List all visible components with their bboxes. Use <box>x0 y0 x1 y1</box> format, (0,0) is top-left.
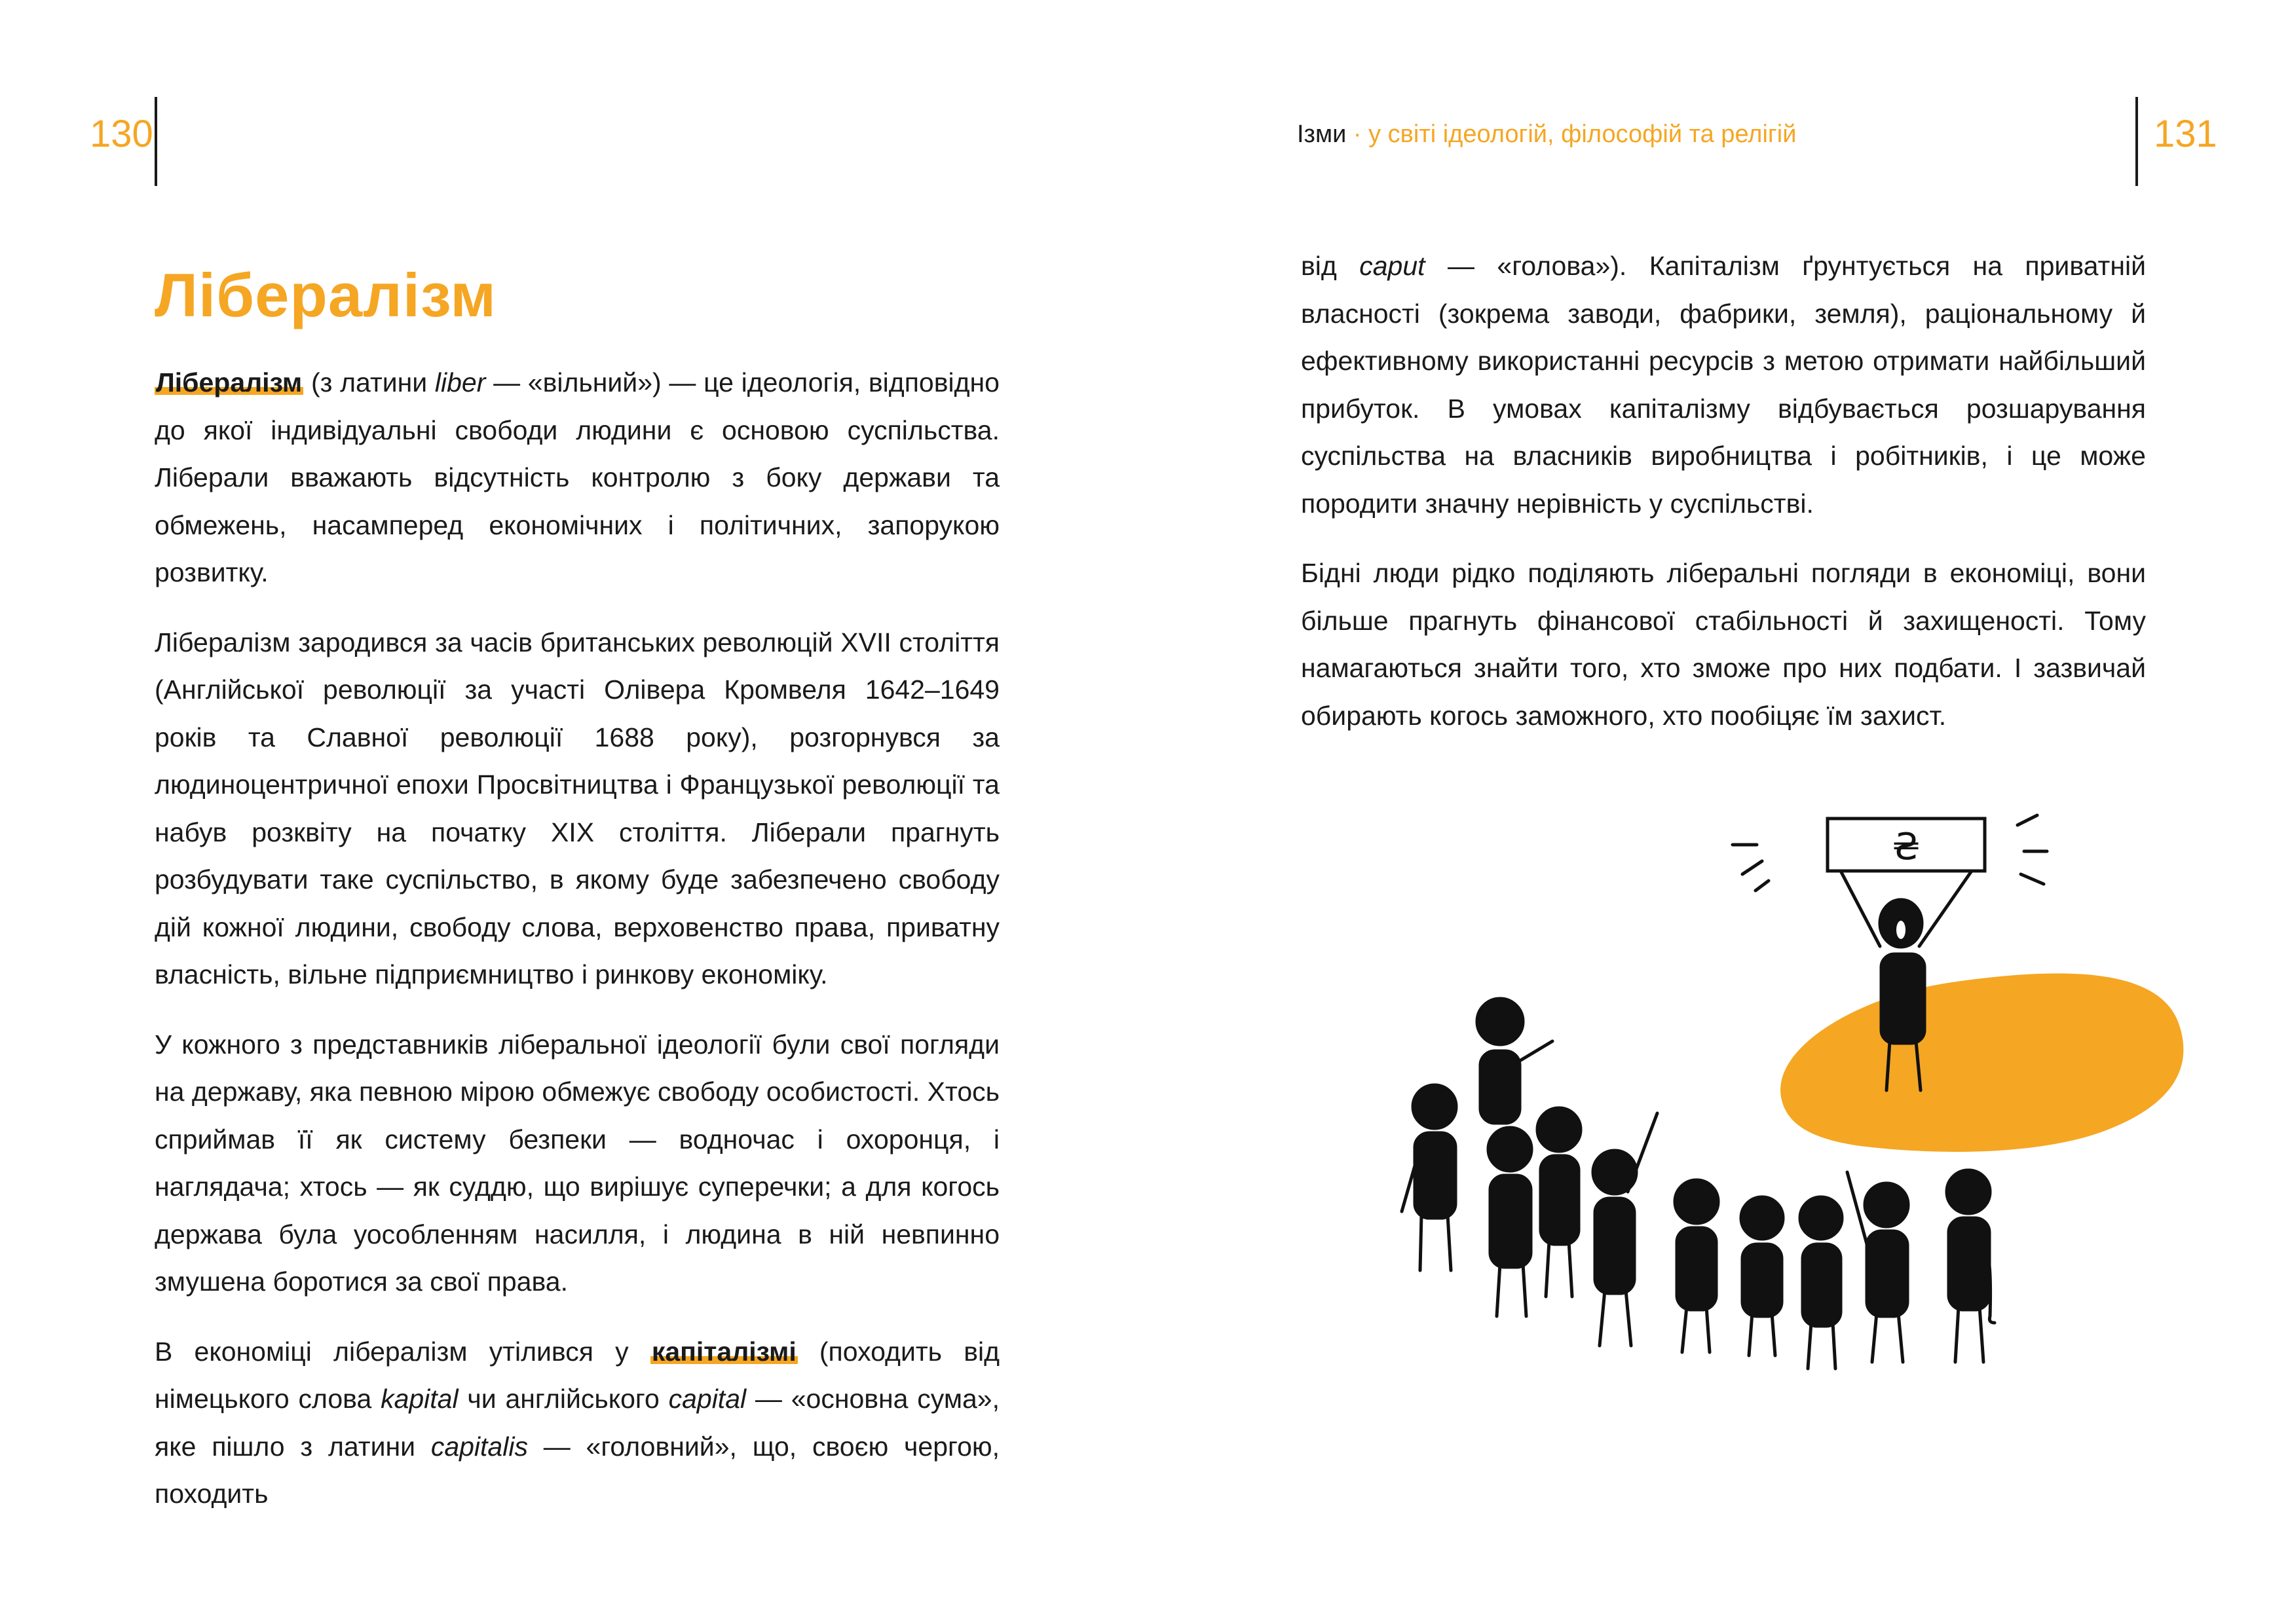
paragraph-definition <box>155 359 1000 597</box>
paragraph-capitalism <box>1301 242 2146 527</box>
crowd-person <box>1477 999 1552 1123</box>
hryvnia-sign: ₴ <box>1892 826 1921 868</box>
german-word: kapital <box>381 1384 459 1414</box>
text-run: — «вільний») — це ідеологія, відповідно до якої індивідуальні свободи людини є основою суспільства. Ліберали вважають відсутність контролю з боку держави та обмежень, насамперед економічних і політичних, запорукою розвитку. <box>155 367 1000 587</box>
chapter-title: Лібералізм <box>155 261 497 329</box>
english-word: capital <box>668 1384 747 1414</box>
text-run: — «голова»). Капіталізм ґрунтується на приватній власності (зокрема заводи, фабрики, земля), раціональному й ефективному використанні ресурсів з метою отримати найбільший прибуток. В умовах капіталізму відбувається розшарування суспільства на власників виробництва і робітників, і це може породити значну нерівність у суспільстві. <box>1301 251 2146 519</box>
text-run: (з латини <box>303 367 435 397</box>
crowd-person <box>1847 1172 1908 1362</box>
crowd-person <box>1800 1197 1842 1369</box>
paragraph-economy <box>155 1328 1000 1518</box>
paragraph-poor-people: Бідні люди рідко поділяють ліберальні погляди в економіці, вони більше прагнуть фінансової стабільності й захищеності. Тому намагаються знайти того, хто зможе про них подбати. І зазвичай обирають когось заможного, хто пообіцяє їм захист. <box>1301 558 2146 731</box>
text-run: (походить від німецького слова <box>155 1336 1000 1414</box>
right-column <box>1301 242 2146 762</box>
text-run: — «основна сума», яке пішло з латини <box>155 1384 1000 1462</box>
text-run: чи англійського <box>458 1384 669 1414</box>
page-number-right: 131 <box>2154 113 2217 155</box>
text-run: — «головний», що, своєю чергою, походить <box>155 1431 1000 1509</box>
stage-blob <box>1780 973 2183 1152</box>
term-capitalism: капіталізмі <box>651 1336 797 1367</box>
running-header-book: Ізми <box>1297 120 1347 148</box>
crowd-person <box>1402 1085 1456 1270</box>
page-number-divider-right <box>2135 97 2138 186</box>
running-header <box>1297 122 1796 147</box>
crowd-person <box>1488 1128 1531 1316</box>
page-number-divider-left <box>155 97 157 186</box>
latin-word: capitalis <box>430 1431 528 1462</box>
running-header-subtitle: у світі ідеологій, філософій та релігій <box>1368 120 1797 148</box>
left-column <box>155 359 1000 1540</box>
running-header-separator: · <box>1346 120 1369 148</box>
latin-word: caput <box>1359 251 1425 281</box>
paragraph-history: Лібералізм зародився за часів британських революцій XVII століття (Англійської революції за участі Олівера Кромвеля 1642–1649 років та Славної революції 1688 року), розгорнувся за людиноцентричної епохи Просвітництва і Французької революції та набув розквіту на початку XIX століття. Ліберали прагнуть розбудувати таке суспільство, в якому буде забезпечено свободу дій кожної людини, свободу слова, верховенство права, приватну власність, вільне підприємництво і ринкову економіку. <box>155 627 1000 989</box>
page-number-left: 130 <box>90 113 153 155</box>
crowd-illustration <box>1362 799 2188 1401</box>
text-run: від <box>1301 251 1360 281</box>
crowd-person <box>1741 1197 1783 1356</box>
text-run: В економіці лібералізм утілився у <box>155 1336 650 1367</box>
crowd-person <box>1593 1113 1657 1346</box>
latin-word: liber <box>434 367 486 397</box>
paragraph-views-on-state: У кожного з представників ліберальної ідеології були свої погляди на державу, яка певною мірою обмежує свободу особистості. Хтось сприймав її як систему безпеки — водночас і охоронця, і наглядача; хтось — як суддю, що вирішує суперечки; а для когось держава була уособленням насилля, і людина в ній невпинно змушена боротися за свої права. <box>155 1029 1000 1297</box>
term-liberalism: Лібералізм <box>156 367 303 397</box>
crowd-person <box>1947 1170 1995 1362</box>
crowd-person <box>1537 1108 1581 1297</box>
crowd-person <box>1675 1180 1718 1352</box>
